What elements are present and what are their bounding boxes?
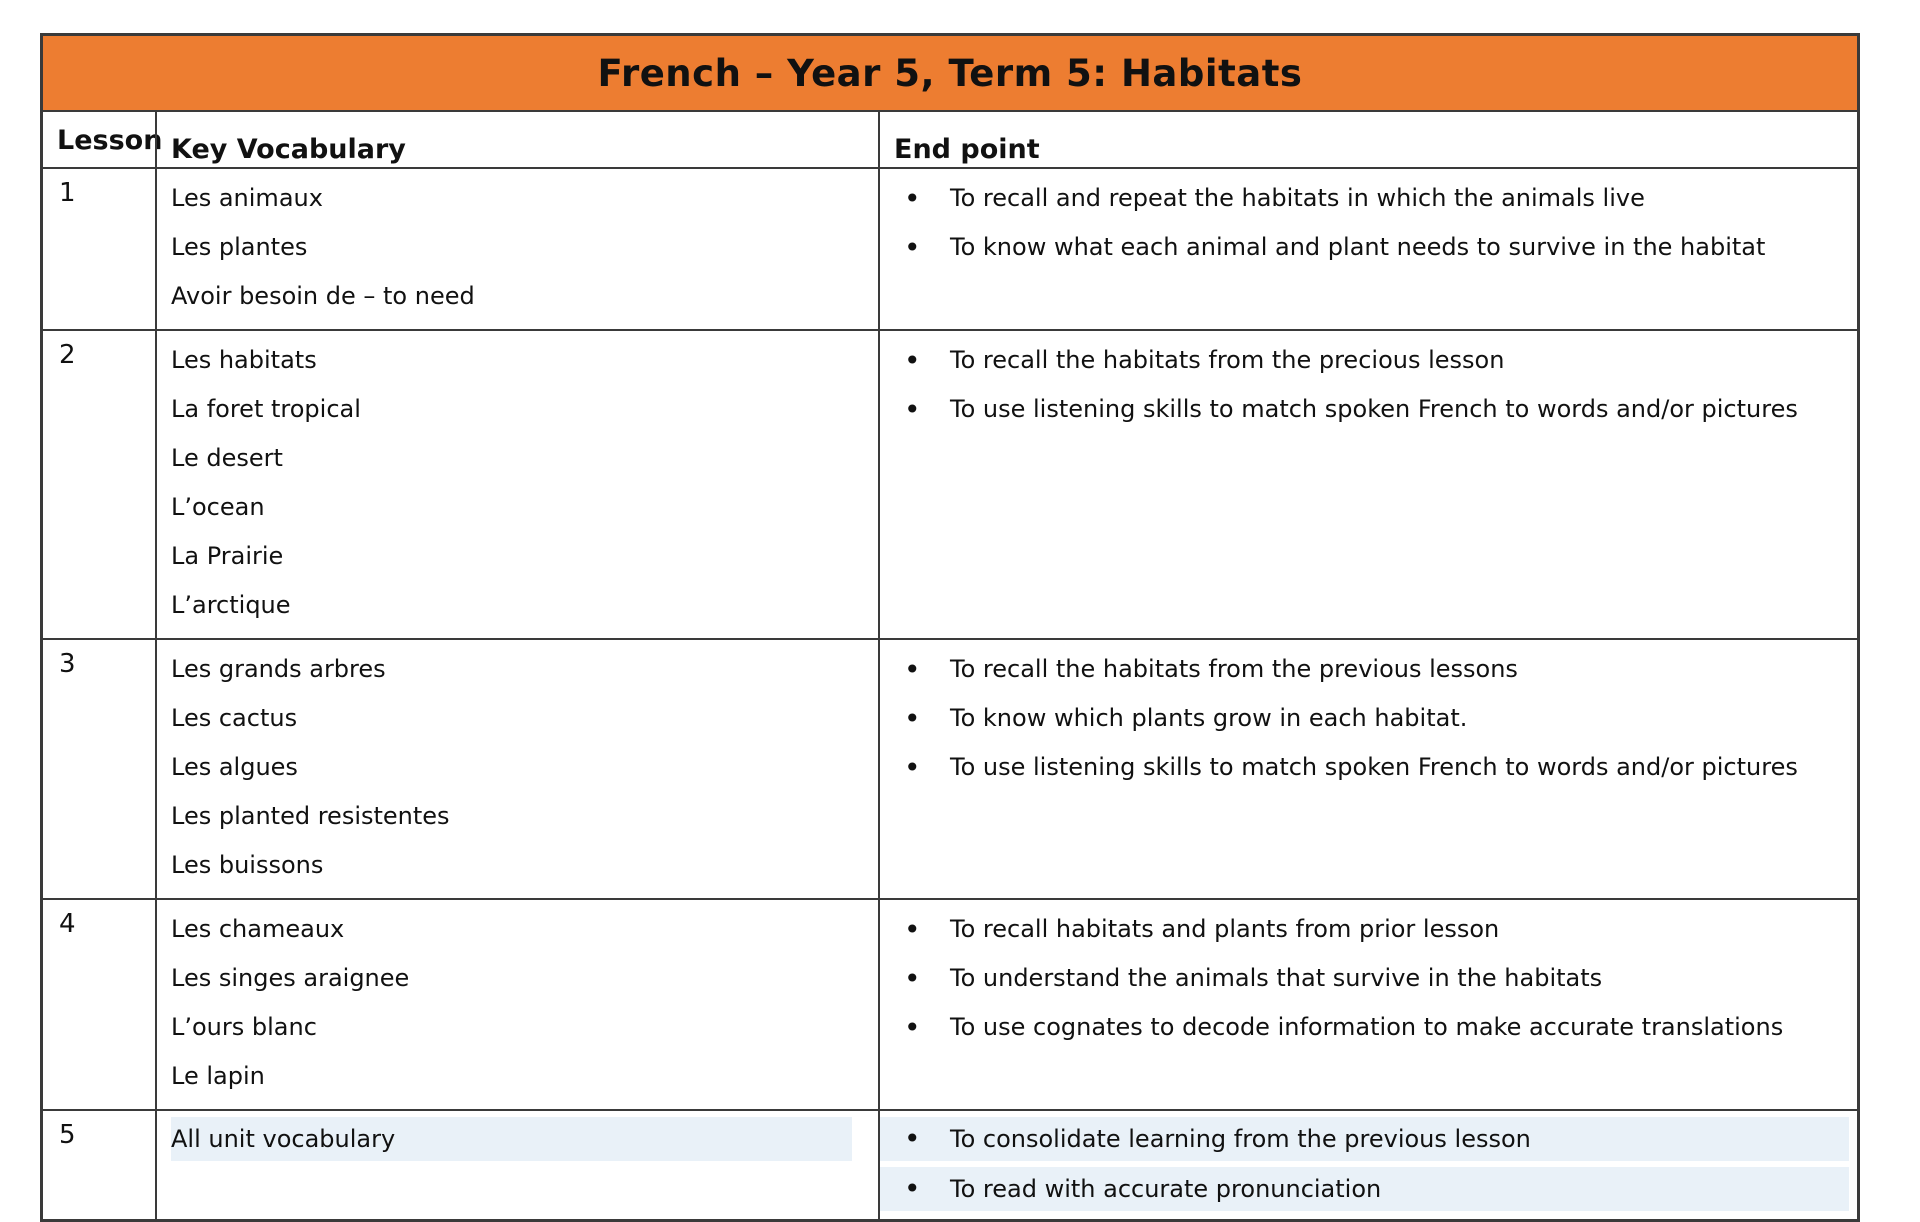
endpoint-list	[880, 905, 1843, 1052]
endpoint-item: • To use listening skills to match spoken French to words and/or pictures	[880, 385, 1843, 434]
vocab-item: Avoir besoin de – to need	[171, 282, 475, 310]
vocab-item: Les planted resistentes	[171, 802, 450, 830]
lesson-number: 5	[59, 1120, 76, 1150]
table-row	[43, 167, 1857, 329]
endpoint-item: • To read with accurate pronunciation	[880, 1167, 1849, 1211]
col-header-endpoint: End point	[878, 112, 1857, 167]
vocab-item: Les buissons	[171, 851, 324, 879]
table-row	[43, 329, 1857, 638]
vocab-item: Le lapin	[171, 1062, 265, 1090]
lesson-number: 1	[59, 178, 76, 208]
endpoint-item: • To recall habitats and plants from prior lesson	[880, 905, 1843, 954]
table-title-bar	[43, 36, 1857, 112]
endpoint-list	[880, 174, 1843, 272]
vocab-item: All unit vocabulary	[171, 1117, 852, 1161]
vocabulary-cell	[155, 169, 878, 329]
vocab-item: Les plantes	[171, 233, 308, 261]
table-row	[43, 898, 1857, 1109]
endpoint-cell	[878, 640, 1857, 898]
vocabulary-cell	[155, 331, 878, 638]
endpoint-item: • To recall and repeat the habitats in which the animals live	[880, 174, 1843, 223]
table-header-row	[43, 112, 1857, 167]
vocab-item: La Prairie	[171, 542, 284, 570]
vocab-item: L’ours blanc	[171, 1013, 317, 1041]
endpoint-list	[880, 645, 1843, 792]
col-header-vocab: Key Vocabulary	[155, 112, 878, 167]
lesson-number: 2	[59, 340, 76, 370]
vocab-item: Les singes araignee	[171, 964, 410, 992]
vocab-item: Les habitats	[171, 346, 317, 374]
endpoint-cell	[878, 1111, 1857, 1219]
table-title: French – Year 5, Term 5: Habitats	[597, 51, 1303, 95]
table-body	[43, 167, 1857, 1219]
col-header-lesson: Lesson	[57, 125, 163, 156]
endpoint-cell	[878, 169, 1857, 329]
vocab-item: Le desert	[171, 444, 283, 472]
endpoint-list	[880, 1117, 1849, 1211]
endpoint-cell	[878, 331, 1857, 638]
vocabulary-cell	[155, 900, 878, 1109]
endpoint-item: • To know what each animal and plant needs to survive in the habitat	[880, 223, 1843, 272]
vocab-item: Les algues	[171, 753, 298, 781]
vocab-item: La foret tropical	[171, 395, 361, 423]
vocab-item: L’arctique	[171, 591, 291, 619]
vocab-item: L’ocean	[171, 493, 265, 521]
lesson-number: 4	[59, 909, 76, 939]
endpoint-item: • To use listening skills to match spoken French to words and/or pictures	[880, 743, 1843, 792]
vocabulary-cell	[155, 640, 878, 898]
endpoint-list	[880, 336, 1843, 434]
vocab-item: Les cactus	[171, 704, 298, 732]
vocab-item: Les grands arbres	[171, 655, 386, 683]
endpoint-item: • To use cognates to decode information to make accurate translations	[880, 1003, 1843, 1052]
lesson-number: 3	[59, 649, 76, 679]
table-row	[43, 638, 1857, 898]
vocabulary-cell	[155, 1111, 878, 1219]
endpoint-item: • To know which plants grow in each habitat.	[880, 694, 1843, 743]
endpoint-item: • To understand the animals that survive in the habitats	[880, 954, 1843, 1003]
endpoint-item: • To consolidate learning from the previous lesson	[880, 1117, 1849, 1161]
vocab-item: Les animaux	[171, 184, 323, 212]
endpoint-item: • To recall the habitats from the previous lessons	[880, 645, 1843, 694]
endpoint-item: • To recall the habitats from the precious lesson	[880, 336, 1843, 385]
lesson-plan-table	[40, 33, 1860, 1222]
endpoint-cell	[878, 900, 1857, 1109]
vocab-item: Les chameaux	[171, 915, 345, 943]
table-row	[43, 1109, 1857, 1219]
